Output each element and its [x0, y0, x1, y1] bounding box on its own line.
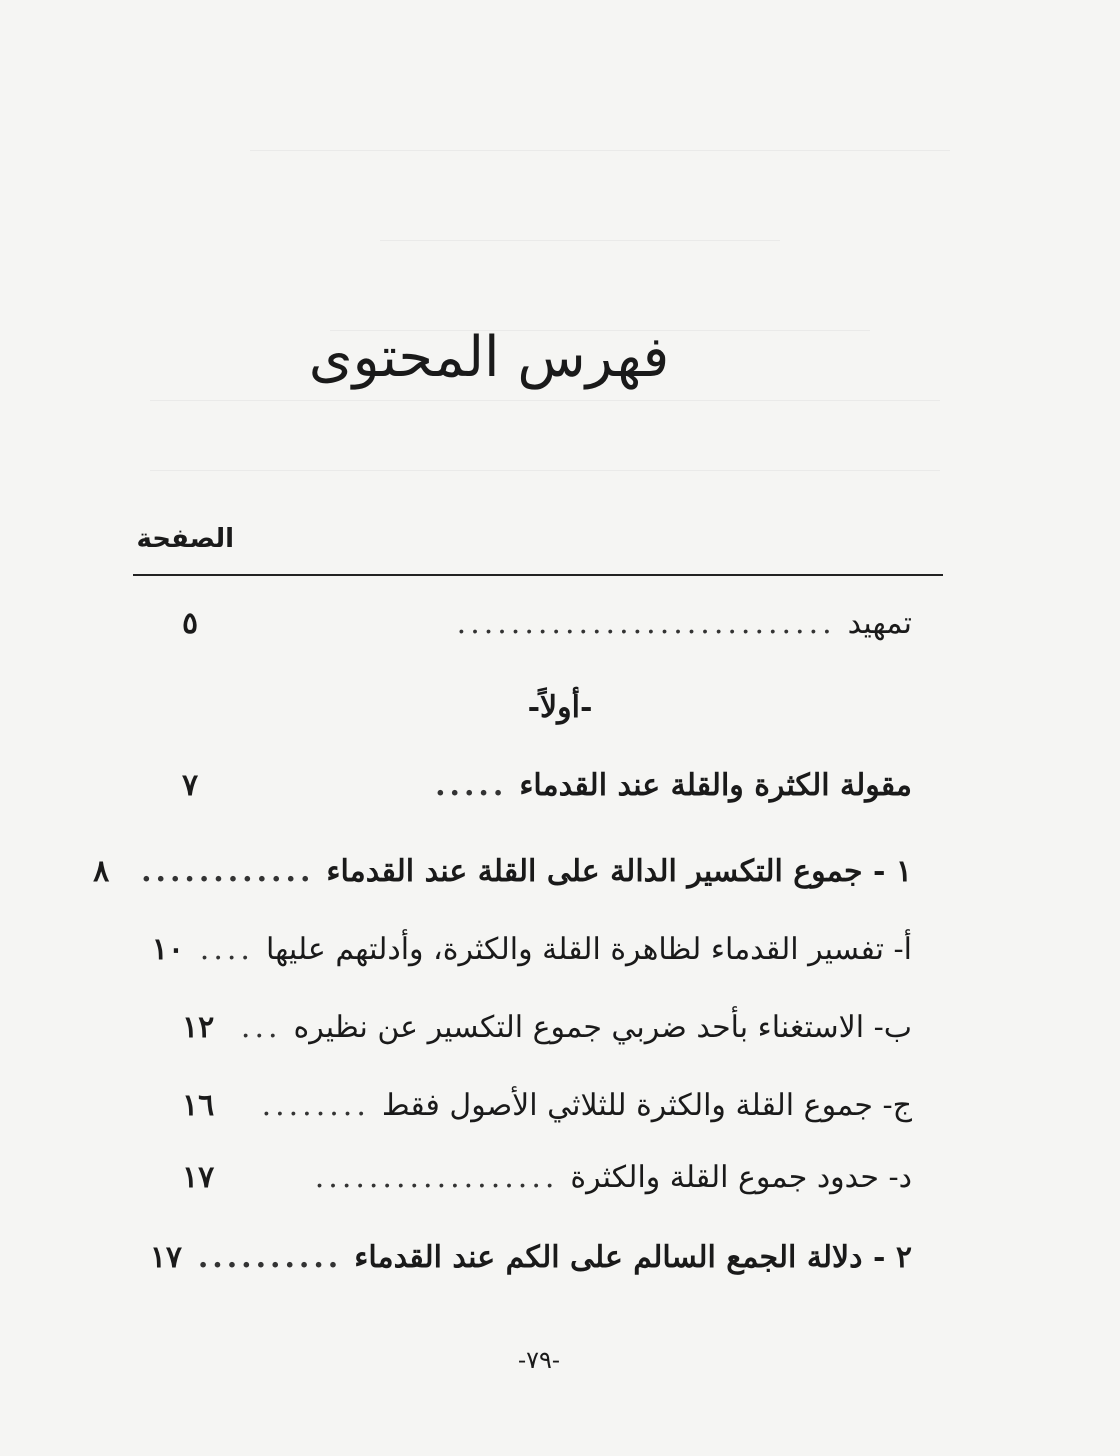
show-through-line [380, 240, 780, 241]
entry-label: ٢ - دلالة الجمع السالم على الكم عند القدماء [354, 1240, 912, 1275]
dot-leader: ............................ [456, 606, 836, 641]
show-through-line [150, 400, 940, 401]
entry-label: ١ - جموع التكسير الدالة على القلة عند القدماء [326, 854, 912, 889]
toc-entry[interactable] [182, 1010, 912, 1070]
entry-page: ٨ [93, 854, 110, 889]
dot-leader: .... [199, 932, 254, 967]
toc-entry[interactable] [182, 768, 912, 828]
entry-page: ٧ [182, 768, 199, 803]
entry-page: ٥ [182, 606, 199, 641]
entry-label: ج- جموع القلة والكثرة للثلاثي الأصول فقط [381, 1088, 912, 1123]
entry-label: أ- تفسير القدماء لظاهرة القلة والكثرة، وأدلتهم عليها [265, 932, 912, 967]
show-through-line [150, 470, 940, 471]
entry-page: ١٧ [149, 1240, 183, 1275]
entry-label: د- حدود جموع القلة والكثرة [570, 1160, 912, 1195]
entry-page: ١٢ [182, 1010, 215, 1045]
header-rule [133, 574, 943, 576]
entry-label: مقولة الكثرة والقلة عند القدماء [519, 768, 912, 803]
toc-entry[interactable] [182, 1088, 912, 1148]
page-title: فهرس المحتوى [308, 325, 670, 390]
dot-leader: ... [240, 1010, 282, 1045]
toc-entry[interactable] [151, 932, 912, 992]
show-through-line [250, 150, 950, 151]
dot-leader: ........ [261, 1088, 370, 1123]
entry-page: ١٠ [151, 932, 185, 967]
dot-leader: .......... [197, 1240, 343, 1275]
entry-label: ب- الاستغناء بأحد ضربي جموع التكسير عن نظيره [293, 1010, 912, 1045]
toc-entry[interactable] [182, 1160, 912, 1220]
section-heading: -أولاً- [527, 690, 593, 725]
dot-leader: ..... [435, 768, 508, 803]
toc-entry[interactable] [149, 1240, 912, 1300]
entry-page: ١٧ [182, 1160, 215, 1195]
dot-leader: .................. [314, 1160, 559, 1195]
dot-leader: ............ [141, 854, 315, 889]
toc-entry[interactable] [93, 854, 912, 914]
page-number: -٧٩- [518, 1346, 560, 1374]
toc-entry[interactable] [182, 606, 912, 666]
page-column-header: الصفحة [136, 524, 234, 554]
entry-label: تمهيد [847, 606, 912, 641]
entry-page: ١٦ [182, 1088, 215, 1123]
